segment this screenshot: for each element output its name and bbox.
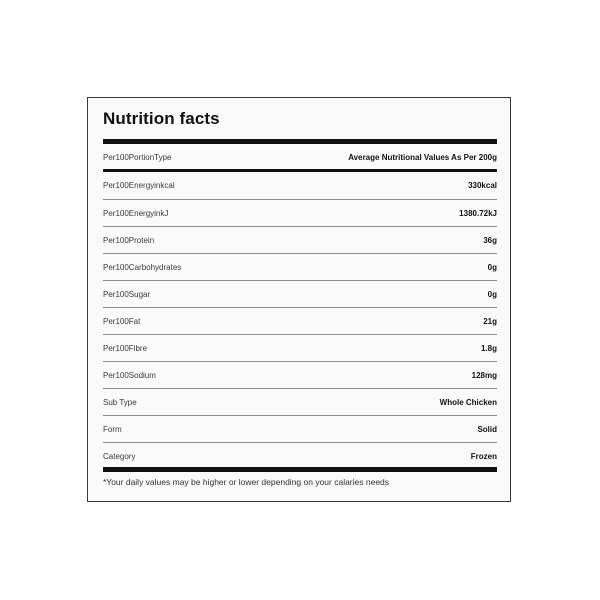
- table-row-energy-kcal: [103, 172, 497, 199]
- table-row-fibre: [103, 334, 497, 361]
- row-label: Sub Type: [103, 397, 137, 407]
- table-row-sodium: [103, 361, 497, 388]
- row-label: Form: [103, 424, 122, 434]
- table-row-portion-type: [103, 145, 497, 169]
- table-row-energy-kj: [103, 199, 497, 226]
- table-row-protein: [103, 226, 497, 253]
- row-value: 0g: [487, 289, 497, 299]
- row-label: Per100Fibre: [103, 343, 148, 353]
- row-label: Per100EnergyinkJ: [103, 208, 169, 218]
- nutrition-table: [103, 145, 497, 469]
- row-value: 128mg: [471, 370, 497, 380]
- row-value: 1.8g: [480, 343, 497, 353]
- table-row-fat: [103, 307, 497, 334]
- daily-values-footnote: *Your daily values may be higher or lower depending on your calaries needs: [103, 477, 390, 487]
- top-divider: [103, 139, 497, 144]
- bottom-divider: [103, 467, 497, 472]
- row-label: Per100Sodium: [103, 370, 156, 380]
- table-row-sub-type: [103, 388, 497, 415]
- table-row-form: [103, 415, 497, 442]
- row-value: 21g: [483, 316, 497, 326]
- nutrition-facts-title: Nutrition facts: [103, 109, 220, 128]
- row-label: Per100Energyinkcal: [103, 181, 175, 190]
- table-row-carbohydrates: [103, 253, 497, 280]
- row-value: Solid: [477, 424, 497, 434]
- row-label: Per100Fat: [103, 316, 141, 326]
- table-row-sugar: [103, 280, 497, 307]
- nutrition-facts-panel: [87, 97, 511, 502]
- row-value: Average Nutritional Values As Per 200g: [348, 152, 497, 162]
- row-label: Per100Sugar: [103, 289, 151, 299]
- header-divider: [103, 169, 497, 172]
- row-label: Per100Carbohydrates: [103, 262, 182, 272]
- row-value: 330kcal: [468, 181, 497, 190]
- row-value: Frozen: [470, 451, 497, 461]
- row-value: 1380.72kJ: [459, 208, 497, 218]
- row-value: 0g: [487, 262, 497, 272]
- row-label: Per100Protein: [103, 235, 155, 245]
- row-value: Whole Chicken: [439, 397, 497, 407]
- row-label: Category: [103, 451, 136, 461]
- row-label: Per100PortionType: [103, 152, 172, 162]
- row-value: 36g: [483, 235, 497, 245]
- table-row-category: [103, 442, 497, 469]
